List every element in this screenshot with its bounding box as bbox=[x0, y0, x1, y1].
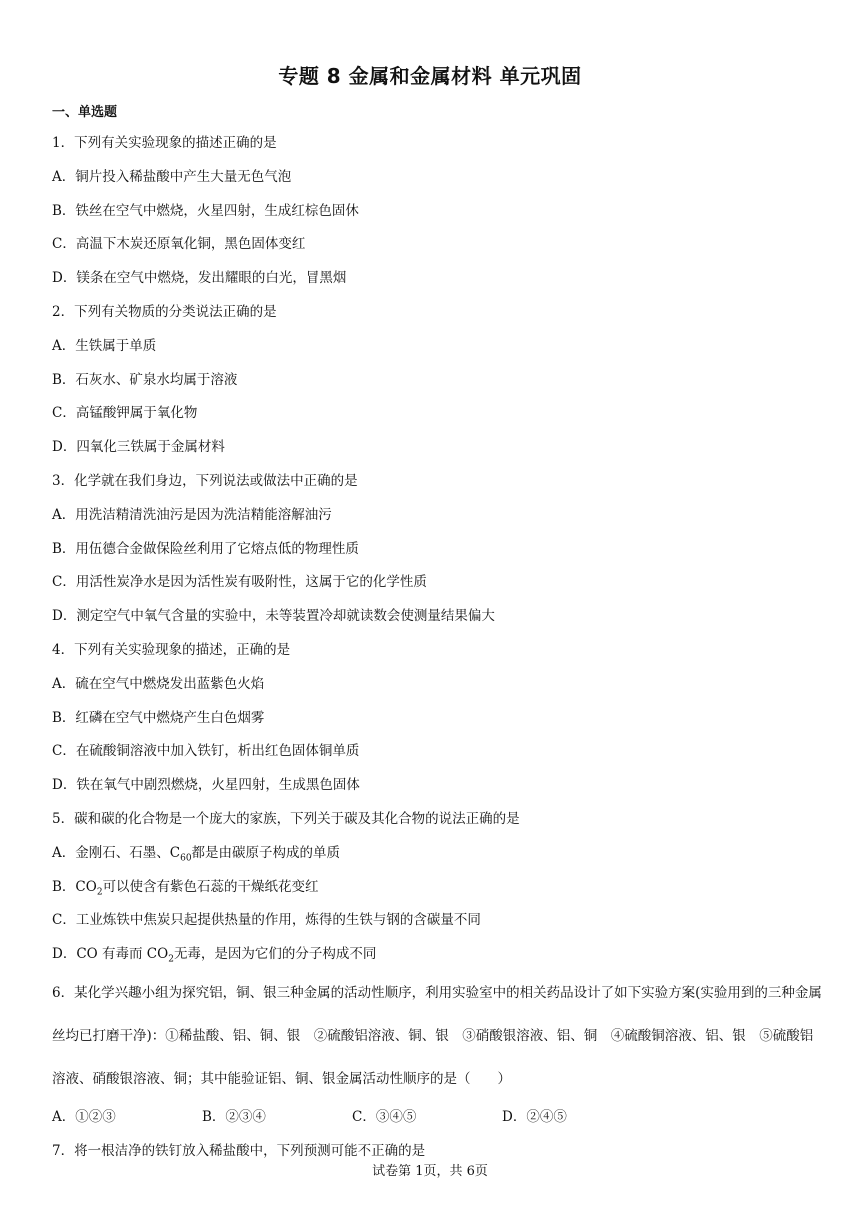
option: C．③④⑤ bbox=[352, 1108, 417, 1125]
section-heading: 一、单选题 bbox=[52, 105, 118, 120]
option-text: D．CO 有毒而 CO bbox=[52, 946, 169, 963]
page-footer: 试卷第 1页，共 6页 bbox=[372, 1164, 488, 1179]
option: A．①②③ bbox=[52, 1108, 116, 1125]
option: A．硫在空气中燃烧发出蓝紫色火焰 bbox=[52, 675, 265, 692]
option: B．铁丝在空气中燃烧，火星四射，生成红棕色固休 bbox=[52, 202, 359, 219]
option: A．铜片投入稀盐酸中产生大量无色气泡 bbox=[52, 168, 292, 185]
option: D．测定空气中氧气含量的实验中，未等装置冷却就读数会使测量结果偏大 bbox=[52, 608, 495, 625]
question-stem: 5．碳和碳的化合物是一个庞大的家族，下列关于碳及其化合物的说法正确的是 bbox=[52, 810, 520, 827]
option: D．铁在氧气中剧烈燃烧，火星四射，生成黑色固体 bbox=[52, 777, 360, 794]
question-stem: 7．将一根洁净的铁钉放入稀盐酸中，下列预测可能不正确的是 bbox=[52, 1142, 426, 1159]
option: B．红磷在空气中燃烧产生白色烟雾 bbox=[52, 709, 265, 726]
subscript: 60 bbox=[180, 853, 192, 864]
option: D．四氧化三铁属于金属材料 bbox=[52, 439, 225, 456]
option-row bbox=[52, 1101, 822, 1135]
option bbox=[52, 938, 822, 972]
option: C．在硫酸铜溶液中加入铁钉，析出红色固体铜单质 bbox=[52, 743, 360, 760]
option-text: 无毒，是因为它们的分子构成不同 bbox=[173, 946, 377, 963]
question-stem: 2．下列有关物质的分类说法正确的是 bbox=[52, 303, 277, 320]
option: D．镁条在空气中燃烧，发出耀眼的白光，冒黑烟 bbox=[52, 270, 347, 287]
option: A．生铁属于单质 bbox=[52, 337, 157, 354]
option: C．用活性炭净水是因为活性炭有吸附性，这属于它的化学性质 bbox=[52, 574, 427, 591]
option: B．②③④ bbox=[202, 1108, 266, 1125]
subscript: 2 bbox=[168, 954, 174, 965]
option-text: 都是由碳原子构成的单质 bbox=[191, 844, 341, 861]
question-stem: 6．某化学兴趣小组为探究铝，铜、银三种金属的活动性顺序，利用实验室中的相关药品设计了如下实验方案(实验用到的三种金属丝均已打磨干净)：①稀盐酸、铝、铜、银 ②硫酸铝溶液、铜、银 ③硝酸银溶液、铝、铜 ④硫酸铜溶液、铝、银 ⑤硫酸铝溶液、硝酸银溶液、铜；其中能验证铝、铜、银金属活动性顺序的是（ ） bbox=[52, 984, 822, 1087]
question-stem: 4．下列有关实验现象的描述，正确的是 bbox=[52, 641, 291, 658]
option-text: B．CO bbox=[52, 878, 97, 895]
question-list bbox=[52, 127, 822, 1169]
option: B．用伍德合金做保险丝利用了它熔点低的物理性质 bbox=[52, 540, 359, 557]
option: C．高温下木炭还原氧化铜，黑色固体变红 bbox=[52, 236, 306, 253]
subscript: 2 bbox=[96, 887, 103, 898]
question-stem: 1．下列有关实验现象的描述正确的是 bbox=[52, 135, 277, 151]
option: A．用洗洁精清洗油污是因为洗洁精能溶解油污 bbox=[52, 506, 332, 523]
page-title: 专题 8 金属和金属材料 单元巩固 bbox=[278, 64, 582, 88]
question-stem: 3．化学就在我们身边，下列说法或做法中正确的是 bbox=[52, 472, 358, 489]
option-text: 可以使含有紫色石蕊的干燥纸花变红 bbox=[102, 878, 319, 895]
option-text: A．金刚石、石墨、C bbox=[52, 844, 181, 861]
option bbox=[52, 837, 822, 871]
option: D．②④⑤ bbox=[502, 1108, 567, 1125]
option: B．石灰水、矿泉水均属于溶液 bbox=[52, 371, 238, 388]
option bbox=[52, 871, 822, 905]
option: C．工业炼铁中焦炭只起提供热量的作用，炼得的生铁与钢的含碳量不同 bbox=[52, 912, 481, 929]
option: C．高锰酸钾属于氧化物 bbox=[52, 405, 198, 422]
